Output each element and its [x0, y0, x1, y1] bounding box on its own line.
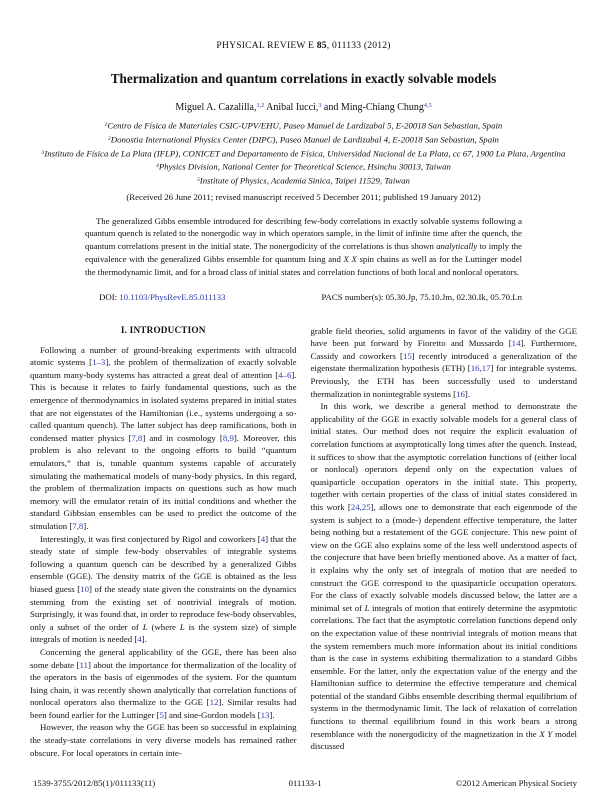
text-segment: Anibal Iucci,	[264, 102, 319, 114]
text-segment: ].	[464, 388, 471, 399]
text-segment: L	[179, 621, 185, 632]
paragraph	[30, 533, 297, 646]
pacs-numbers: PACS number(s): 05.30.Jp, 75.10.Jm, 02.30.Ik, 05.70.Ln	[321, 291, 522, 302]
footer-copyright: ©2012 American Physical Society	[455, 778, 577, 788]
text-segment: X X	[343, 254, 357, 265]
citation-link[interactable]: 4,5	[423, 102, 432, 109]
citation-link[interactable]: 1,2	[256, 102, 265, 109]
text-segment: Following a number of ground-breaking experiments with ultracold atomic systems [	[30, 344, 297, 368]
text-segment: ]. Furthermore, Cassidy and coworkers [	[310, 338, 578, 361]
text-segment: ] and in cosmology [	[142, 432, 223, 443]
text-segment: model discussed	[310, 728, 577, 752]
text-segment: X Y	[539, 728, 553, 739]
citation-link[interactable]: 11	[79, 659, 89, 670]
text-segment: The generalized Gibbs ensemble introduced for describing few-body correlations in exactly solvable systems following a quantum quench is related to the nonergodic way in which operators sample, in the limit of infinite time after the quench, the quantum correlations present in the initial state. The nonergodicity of the correlations is thus shown	[85, 215, 522, 252]
text-segment: analytically	[436, 241, 478, 252]
text-segment: 85	[316, 40, 327, 51]
citation-link[interactable]: 10	[80, 583, 89, 594]
text-segment: Physics Division, National Center for Theoretical Science, Hsinchu 30013, Taiwan	[158, 161, 451, 172]
text-segment: 3	[41, 149, 45, 156]
text-segment: Instituto de Física de La Plata (IFLP), CONICET and Departamento de Física, Universidad Nacional de La Plata, cc 67, 1900 La Plata, Argentina	[44, 148, 566, 159]
text-segment: grable field theories, solid arguments in favor of the validity of the GGE have been put forward by Fioretto and Mussardo [	[310, 325, 577, 349]
citation-link[interactable]: 7,8	[131, 432, 143, 443]
citation-link[interactable]: 7,8	[72, 520, 84, 531]
text-segment: ]. Similar results had been found earlier for the Luttinger [	[30, 697, 297, 720]
text-segment: 4	[156, 163, 159, 170]
citation-link[interactable]: 4–6	[278, 369, 292, 380]
text-segment: ] about the importance for thermalization of the locality of the operators in the basis of eigenmodes of the system. For the quantum Ising chain, it was recently shown analytically that correlation functions of nonlocal operators also thermalize to the GGE [	[30, 659, 297, 708]
text-segment: Miguel A. Cazalilla,	[175, 102, 257, 114]
paragraph	[311, 400, 578, 753]
text-segment: PHYSICAL REVIEW E	[216, 40, 317, 51]
citation-link[interactable]: 14	[511, 338, 521, 349]
text-segment: ].	[269, 709, 275, 720]
citation-link[interactable]: 5	[159, 709, 164, 720]
doi-pacs-row	[85, 292, 522, 302]
text-segment: Centro de Física de Materiales CSIC-UPV/EHU, Paseo Manuel de Lardizabal 5, E-20018 San Sebastian, Spain	[107, 120, 503, 131]
text-segment: Donostia International Physics Center (DIPC), Paseo Manuel de Lardizabal 4, E-20018 San Sebastian, Spain	[110, 134, 499, 145]
citation-link[interactable]: 8,9	[222, 432, 234, 443]
text-segment: L	[364, 602, 370, 613]
text-segment: ] and sine-Gordon models [	[163, 709, 261, 720]
affiliation	[30, 133, 577, 147]
received-line: (Received 26 June 2011; revised manuscript received 5 December 2011; published 19 January 2012)	[126, 191, 481, 202]
footer	[33, 778, 577, 788]
right-column	[311, 325, 578, 760]
citation-link[interactable]: 16,17	[470, 363, 491, 374]
citation-link[interactable]: 4	[137, 634, 142, 645]
text-segment: 2	[108, 135, 111, 142]
text-segment: 5	[197, 176, 200, 183]
citation-link[interactable]: 1–3	[92, 357, 106, 368]
paragraph	[30, 646, 297, 722]
text-segment: ]. Moreover, this problem is also relevant to the ongoing efforts to build “quantum emulators,” that is, tunable quantum systems capable of accurately simulating the mathematical models of many-body physics. In this regard, the problem of thermalization impacts on questions such as how much memory will the emulator retain of its initial conditions and whether the standard Gibbsian ensembles can be used to predict the outcome of the simulation [	[30, 432, 297, 531]
footer-page-number: 011133-1	[288, 778, 322, 788]
text-segment: (where	[147, 621, 180, 632]
text-segment: However, the reason why the GGE has been so successful in explaining the steady-state correlations in very diverse models has remained rather obscure. For local operators in certain inte-	[30, 722, 297, 758]
text-segment: to imply the equivalence with the generalized Gibbs ensemble for quantum Ising and	[85, 241, 522, 265]
text-segment: spin chains as well as for the Luttinger model the thermodynamic limit, and for a broad class of initial states and correlation functions of both local and nonlocal operators.	[85, 254, 522, 277]
paragraph	[30, 721, 297, 759]
affiliation-list	[30, 119, 577, 188]
body-columns	[30, 325, 577, 760]
paragraph	[311, 325, 578, 401]
text-segment: is the system size) of simple integrals of motion is needed [	[30, 621, 297, 645]
section-heading-introduction: I. INTRODUCTION	[120, 324, 206, 335]
citation-link[interactable]: 12	[209, 697, 219, 708]
text-segment: Interestingly, it was first conjectured by Rigol and coworkers [	[40, 533, 261, 544]
text-segment: ] that the steady state of simple few-body observables of integrable systems following a quantum quench can be described by a generalized Gibbs ensemble (GGE). The density matrix of the GGE is obtained as the less biased guess [	[30, 533, 297, 594]
affiliation	[30, 119, 577, 133]
text-segment: L	[142, 621, 148, 632]
citation-link[interactable]: 24,25	[350, 501, 371, 512]
author-line	[30, 102, 577, 113]
citation-link[interactable]: 13	[260, 709, 270, 720]
text-segment: ] of the steady state given the constraints on the dynamics stemming from the existing set of nontrivial integrals of motion. Surprisingly, it was found that, in order to reproduce few-body observables, only a subset of the order of	[30, 583, 297, 632]
footer-issn: 1539-3755/2012/85(1)/011133(11)	[33, 778, 156, 788]
paragraph	[30, 344, 297, 533]
text-segment: ]. This is because it relates to fairly fundamental questions, such as the emergence of thermodynamics in isolated systems prepared in initial states that are not eigenstates of the Hamiltonian (i.e., systems undergoing a so-called quantum quench). The latter subject has deep ramifications, both in condensed matter physics [	[30, 369, 297, 443]
paper-title: Thermalization and quantum correlations in exactly solvable models	[110, 71, 497, 86]
citation-link[interactable]: 15	[402, 350, 412, 361]
affiliation	[30, 160, 577, 174]
citation-link[interactable]: 16	[456, 388, 465, 399]
text-segment: 1	[104, 122, 108, 129]
text-segment: DOI:	[99, 291, 120, 302]
text-segment: In this work, we describe a general method to demonstrate the applicability of the GGE in exactly solvable models for a general class of initial states. Our method does not require the explicit evaluation of correlation functions at asymptotically long times after the quench. Instead, it suffices to show that the asymptotic correlation functions of (either local or nonlocal) operators depend only on the expectation values of quasiparticle occupation operators in the initial state. This property, together with certain properties of the class of initial states considered in this work [	[310, 401, 577, 512]
text-segment: ].	[83, 520, 89, 531]
doi-link[interactable]	[99, 292, 226, 302]
text-segment: ], the problem of thermalization of exactly solvable quantum many-body systems has attracted a great deal of attention [	[30, 357, 297, 380]
text-segment: ] for integrable systems. Previously, the ETH has been successfully used to understand thermalization in nonintegrable systems [	[310, 363, 577, 399]
text-segment: , 011133 (2012)	[326, 40, 391, 51]
journal-header	[30, 40, 577, 51]
citation-link[interactable]: 3	[318, 102, 322, 109]
left-column	[30, 325, 297, 760]
affiliation	[30, 174, 577, 188]
text-segment: ], allows one to demonstrate that each eigenmode of the system is subject to a (mode-) dependent effective temperature, the latter being nothing but a restatement of the GGE conjecture. This new point of view on the GGE also explains some of the less well understood aspects of the conjecture that have been briefly mentioned above. As a matter of fact, it explains why the only set of integrals of motion that are needed to construct the GGE correspond to the quasiparticle occupation operators. For the class of exactly solvable models discussed below, the latter are a minimal set of	[310, 501, 577, 613]
text-segment: ].	[141, 634, 147, 645]
affiliation	[30, 147, 577, 161]
text-segment: integrals of motion that entirely determine the asypmtotic correlations. The fact that the asymptotic correlation functions depend only on the expectation value of these nontrivial integrals of motion means that the system remembers much more information about its initial conditions than is the case in systems exhibiting thermalization to a standard Gibbs ensemble. For the latter, only the expectation value of the energy and the Hamiltonian suffice to determine the effective temperature and chemical potential of the standard Gibbs ensemble describing thermal equilibrium of systems in the thermodynamic limit. The lack of relaxation of correlation functions to thermal equilibrium found in this work bears a strong resemblance with the nonergodicity of the magnetization in the	[310, 602, 577, 739]
citation-link[interactable]: 4	[260, 533, 266, 544]
abstract	[85, 215, 522, 279]
citation-link[interactable]: 10.1103/PhysRevE.85.011133	[119, 291, 226, 302]
text-segment: Concerning the general applicability of the GGE, there has been also some debate [	[30, 646, 297, 670]
text-segment: ] recently introduced a generalization of the eigenstate thermalization hypothesis (ETH) [	[310, 350, 578, 374]
text-segment: Institute of Physics, Academia Sinica, Taipei 11529, Taiwan	[199, 175, 410, 186]
text-segment: and Ming-Chiang Chung	[321, 102, 424, 114]
